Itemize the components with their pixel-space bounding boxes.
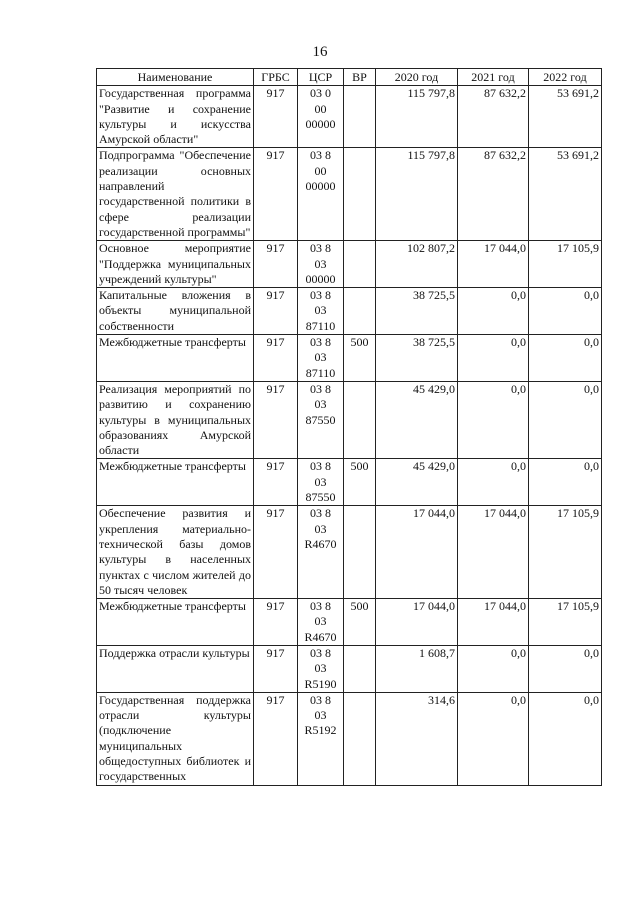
csr-code-part: 03 — [314, 303, 327, 318]
row-2022-cell: 0,0 — [529, 459, 602, 506]
row-vr-cell — [344, 86, 376, 148]
csr-code-part: R5190 — [304, 676, 337, 691]
table-row — [97, 645, 602, 692]
csr-code-part: 03 — [314, 661, 327, 676]
row-2020-cell: 45 429,0 — [376, 381, 458, 458]
table-row — [97, 506, 602, 599]
row-2021-cell: 17 044,0 — [458, 241, 529, 288]
table-row — [97, 692, 602, 785]
row-grbs-cell: 917 — [254, 381, 298, 458]
row-name-cell: Подпрограмма "Обеспечение реализации основных направлений государственной политики в сфере реализации государственной программы" — [97, 148, 254, 241]
row-2020-cell: 45 429,0 — [376, 459, 458, 506]
row-csr-cell — [298, 645, 344, 692]
table-header-row — [97, 69, 602, 86]
row-grbs-cell: 917 — [254, 86, 298, 148]
row-name-cell: Межбюджетные трансферты — [97, 335, 254, 382]
header-csr: ЦСР — [298, 69, 344, 86]
row-2022-cell: 53 691,2 — [529, 148, 602, 241]
row-grbs-cell: 917 — [254, 506, 298, 599]
row-name-cell: Государственная поддержка отрасли культуры (подключение муниципальных общедоступных библиотек и государственных — [97, 692, 254, 785]
row-grbs-cell: 917 — [254, 459, 298, 506]
header-vr: ВР — [344, 69, 376, 86]
table-row — [97, 459, 602, 506]
csr-code-part: 00 — [314, 163, 327, 178]
csr-code-part: 03 8 — [310, 241, 331, 256]
row-name-cell: Межбюджетные трансферты — [97, 459, 254, 506]
row-2021-cell: 17 044,0 — [458, 506, 529, 599]
table-row — [97, 599, 602, 646]
header-2021: 2021 год — [458, 69, 529, 86]
csr-code-part: 03 — [314, 614, 327, 629]
row-grbs-cell: 917 — [254, 148, 298, 241]
row-grbs-cell: 917 — [254, 645, 298, 692]
csr-code-part: 03 8 — [310, 459, 331, 474]
csr-code-part: 03 8 — [310, 692, 331, 707]
row-2021-cell: 0,0 — [458, 335, 529, 382]
row-2020-cell: 115 797,8 — [376, 86, 458, 148]
row-2022-cell: 17 105,9 — [529, 506, 602, 599]
row-2021-cell: 0,0 — [458, 288, 529, 335]
row-csr-cell — [298, 381, 344, 458]
row-vr-cell: 500 — [344, 459, 376, 506]
csr-code-part: 00000 — [305, 116, 336, 131]
row-csr-cell — [298, 148, 344, 241]
table-row — [97, 241, 602, 288]
row-2020-cell: 314,6 — [376, 692, 458, 785]
csr-code-part: 03 0 — [310, 86, 331, 101]
row-grbs-cell: 917 — [254, 692, 298, 785]
row-name-cell: Поддержка отрасли культуры — [97, 645, 254, 692]
csr-code-part: 03 8 — [310, 645, 331, 660]
row-2020-cell: 17 044,0 — [376, 599, 458, 646]
csr-code-part: 00000 — [305, 271, 336, 286]
row-vr-cell — [344, 241, 376, 288]
row-csr-cell — [298, 459, 344, 506]
row-name-cell: Основное мероприятие "Поддержка муниципальных учреждений культуры" — [97, 241, 254, 288]
row-2021-cell: 0,0 — [458, 645, 529, 692]
table-row — [97, 335, 602, 382]
csr-code-part: 03 — [314, 397, 327, 412]
header-2020: 2020 год — [376, 69, 458, 86]
row-csr-cell — [298, 241, 344, 288]
budget-table — [96, 68, 602, 786]
header-2022: 2022 год — [529, 69, 602, 86]
csr-code-part: 87110 — [305, 318, 336, 333]
csr-code-part: 03 — [314, 474, 327, 489]
row-2020-cell: 17 044,0 — [376, 506, 458, 599]
row-csr-cell — [298, 506, 344, 599]
row-2022-cell: 53 691,2 — [529, 86, 602, 148]
csr-code-part: 00000 — [305, 179, 336, 194]
row-vr-cell — [344, 645, 376, 692]
csr-code-part: 87550 — [305, 412, 336, 427]
row-2020-cell: 102 807,2 — [376, 241, 458, 288]
csr-code-part: 03 8 — [310, 599, 331, 614]
row-name-cell: Обеспечение развития и укрепления материально-технической базы домов культуры в населенных пунктах с числом жителей до 50 тысяч человек — [97, 506, 254, 599]
row-2021-cell: 87 632,2 — [458, 148, 529, 241]
csr-code-part: 03 8 — [310, 506, 331, 521]
row-2022-cell: 0,0 — [529, 288, 602, 335]
row-2020-cell: 38 725,5 — [376, 335, 458, 382]
row-2021-cell: 87 632,2 — [458, 86, 529, 148]
row-name-cell: Межбюджетные трансферты — [97, 599, 254, 646]
page-number: 16 — [312, 44, 328, 60]
row-grbs-cell: 917 — [254, 241, 298, 288]
row-2021-cell: 0,0 — [458, 692, 529, 785]
csr-code-part: 87550 — [305, 490, 336, 505]
csr-code-part: 03 8 — [310, 148, 331, 163]
row-2022-cell: 0,0 — [529, 381, 602, 458]
row-2020-cell: 38 725,5 — [376, 288, 458, 335]
csr-code-part: 03 — [314, 256, 327, 271]
row-2022-cell: 17 105,9 — [529, 599, 602, 646]
row-csr-cell — [298, 599, 344, 646]
row-csr-cell — [298, 692, 344, 785]
row-name-cell: Государственная программа "Развитие и сохранение культуры и искусства Амурской области" — [97, 86, 254, 148]
row-2022-cell: 0,0 — [529, 335, 602, 382]
csr-code-part: 03 — [314, 350, 327, 365]
csr-code-part: 03 8 — [310, 335, 331, 350]
table-row — [97, 381, 602, 458]
csr-code-part: 03 — [314, 708, 327, 723]
header-grbs: ГРБС — [254, 69, 298, 86]
header-name: Наименование — [97, 69, 254, 86]
row-csr-cell — [298, 86, 344, 148]
row-grbs-cell: 917 — [254, 599, 298, 646]
row-2022-cell: 0,0 — [529, 645, 602, 692]
csr-code-part: 03 — [314, 521, 327, 536]
csr-code-part: R4670 — [304, 629, 337, 644]
row-vr-cell — [344, 692, 376, 785]
row-vr-cell: 500 — [344, 599, 376, 646]
row-name-cell: Реализация мероприятий по развитию и сохранению культуры в муниципальных образованиях Амурской области — [97, 381, 254, 458]
row-vr-cell — [344, 148, 376, 241]
row-vr-cell — [344, 506, 376, 599]
csr-code-part: 87110 — [305, 365, 336, 380]
row-2021-cell: 0,0 — [458, 459, 529, 506]
row-2022-cell: 17 105,9 — [529, 241, 602, 288]
row-2020-cell: 1 608,7 — [376, 645, 458, 692]
csr-code-part: 00 — [314, 101, 327, 116]
table-row — [97, 288, 602, 335]
row-vr-cell — [344, 381, 376, 458]
csr-code-part: 03 8 — [310, 288, 331, 303]
row-2021-cell: 17 044,0 — [458, 599, 529, 646]
row-grbs-cell: 917 — [254, 335, 298, 382]
table-row — [97, 148, 602, 241]
csr-code-part: 03 8 — [310, 381, 331, 396]
table-row — [97, 86, 602, 148]
row-csr-cell — [298, 335, 344, 382]
csr-code-part: R5192 — [304, 723, 337, 738]
row-vr-cell: 500 — [344, 335, 376, 382]
row-2022-cell: 0,0 — [529, 692, 602, 785]
row-2021-cell: 0,0 — [458, 381, 529, 458]
row-grbs-cell: 917 — [254, 288, 298, 335]
row-csr-cell — [298, 288, 344, 335]
row-2020-cell: 115 797,8 — [376, 148, 458, 241]
row-vr-cell — [344, 288, 376, 335]
csr-code-part: R4670 — [304, 536, 337, 551]
row-name-cell: Капитальные вложения в объекты муниципальной собственности — [97, 288, 254, 335]
